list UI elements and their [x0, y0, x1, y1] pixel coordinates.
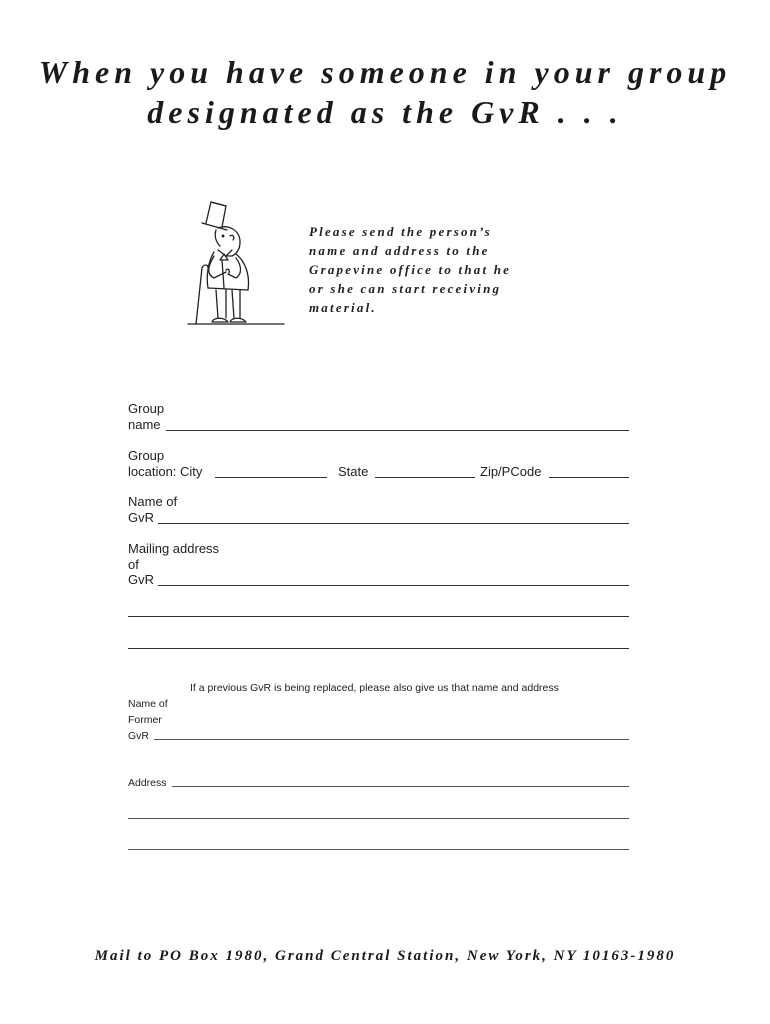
- mailing-address-field-2[interactable]: [128, 616, 629, 617]
- note-line-1: Please send the person’s: [309, 224, 492, 239]
- group-name-field[interactable]: [166, 430, 629, 431]
- mailing-address-label-line-2: of: [128, 557, 139, 572]
- former-address-field-3[interactable]: [128, 849, 629, 850]
- page-title-line-2: designated as the GvR . . .: [147, 94, 623, 130]
- gvr-name-label-line-2: GvR: [128, 510, 154, 525]
- gvr-name-label-line-1: Name of: [128, 494, 178, 509]
- zip-label: Zip/PCode: [480, 464, 542, 479]
- former-address-label: Address: [128, 777, 167, 789]
- former-gvr-name-field[interactable]: [154, 739, 629, 740]
- note-line-5: material.: [309, 300, 377, 315]
- mailing-footer: Mail to PO Box 1980, Grand Central Station, New York, NY 10163-1980: [94, 948, 676, 964]
- page-title-line-1: When you have someone in your group: [38, 54, 732, 90]
- state-field[interactable]: [375, 477, 475, 478]
- group-name-label-line-1: Group: [128, 401, 165, 416]
- group-location-label-line-1: Group: [128, 448, 165, 463]
- note-line-3: Grapevine office to that he: [309, 262, 512, 277]
- note-line-2: name and address to the: [309, 243, 490, 258]
- mailing-address-label-line-1: Mailing address: [128, 541, 220, 556]
- zip-field[interactable]: [549, 477, 629, 478]
- group-name-label-line-2: name: [128, 417, 161, 432]
- state-label: State: [338, 464, 369, 479]
- former-address-field-2[interactable]: [128, 818, 629, 819]
- city-field[interactable]: [215, 477, 327, 478]
- previous-gvr-notice: If a previous GvR is being replaced, please also give us that name and address: [190, 682, 559, 694]
- city-label: location: City: [128, 464, 203, 479]
- former-address-field-1[interactable]: [172, 786, 629, 787]
- man-in-top-hat-icon: [180, 190, 290, 340]
- instruction-note: [309, 222, 569, 317]
- mailing-address-label-line-3: GvR: [128, 572, 154, 587]
- note-line-4: or she can start receiving: [309, 281, 502, 296]
- mailing-address-field-3[interactable]: [128, 648, 629, 649]
- gvr-name-field[interactable]: [158, 523, 629, 524]
- former-gvr-label-line-1: Name of: [128, 698, 168, 710]
- former-gvr-label-line-2: Former: [128, 714, 162, 726]
- former-gvr-label-line-3: GvR: [128, 730, 149, 742]
- mailing-address-field-1[interactable]: [158, 585, 629, 586]
